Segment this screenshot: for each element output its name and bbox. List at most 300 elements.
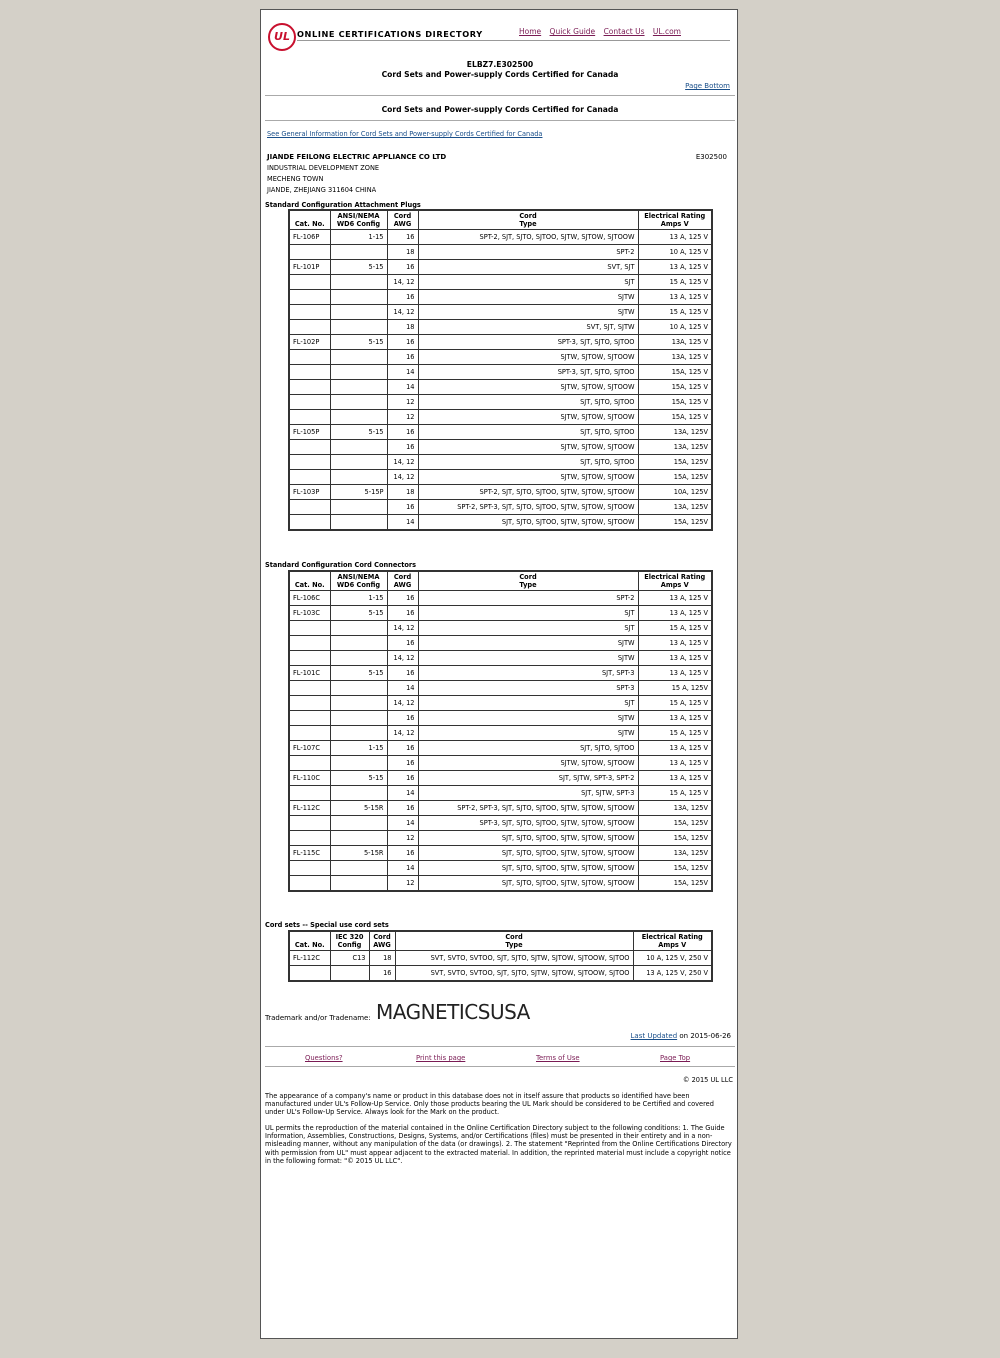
cell-cat-no <box>289 966 330 982</box>
cell-cord-type: SJT <box>418 696 638 711</box>
cell-config <box>330 305 387 320</box>
table-row <box>289 440 712 455</box>
table-header-row <box>289 571 712 591</box>
cell-rating: 10 A, 125 V <box>638 245 712 260</box>
col-header-awg: Cord AWG <box>369 931 395 951</box>
table-row <box>289 966 712 982</box>
table-row <box>289 380 712 395</box>
cell-rating: 10A, 125V <box>638 485 712 500</box>
table-row <box>289 651 712 666</box>
cell-cord-type: SJTW <box>418 726 638 741</box>
cell-cat-no <box>289 816 330 831</box>
cell-config <box>330 876 387 892</box>
cell-awg: 14, 12 <box>387 470 418 485</box>
cell-cat-no <box>289 876 330 892</box>
cell-rating: 13A, 125 V <box>638 350 712 365</box>
disclaimer-paragraph: The appearance of a company's name or product in this database does not in itself assure that products so identified have been manufactured under UL's Follow-Up Service. Only those products bearing the UL Mark should be considered to be Certified and covered under UL's Follow-Up Service. Always look for the Mark on the product. <box>265 1092 714 1117</box>
cell-config <box>330 711 387 726</box>
col-header-config: ANSI/NEMA WD6 Config <box>330 571 387 591</box>
table-row <box>289 711 712 726</box>
cell-cat-no: FL-103P <box>289 485 330 500</box>
cell-awg: 14, 12 <box>387 305 418 320</box>
company-address-line: JIANDE, ZHEJIANG 311604 CHINA <box>267 186 377 194</box>
cell-rating: 13 A, 125 V <box>638 230 712 245</box>
col-header-cat: Cat. No. <box>289 931 330 951</box>
cell-config: 5-15 <box>330 335 387 350</box>
reproduction-paragraph: UL permits the reproduction of the material contained in the Online Certification Directory subject to the following conditions: 1. The Guide Information, Assemblies, Constructions, Designs, Systems, and/or Certifications (files) must be presented in their entirety and in a non-misleading manner, without any manipulation of the data (or drawings). 2. The statement "Reprinted from the Online Certifications Directory with permission from UL" must appear adjacent to the extracted material. In addition, the reprinted material must include a copyright notice in the following format: "© 2015 UL LLC". <box>265 1124 732 1165</box>
cell-cat-no: FL-105P <box>289 425 330 440</box>
cell-config <box>330 681 387 696</box>
cell-cord-type: SJTW, SJTOW, SJTOOW <box>418 440 638 455</box>
cell-config <box>330 636 387 651</box>
table-row <box>289 771 712 786</box>
cell-cat-no <box>289 305 330 320</box>
table-row <box>289 290 712 305</box>
cell-config <box>330 831 387 846</box>
col-header-rating: Electrical Rating Amps V <box>638 571 712 591</box>
cell-cat-no <box>289 470 330 485</box>
cell-cat-no <box>289 786 330 801</box>
cell-cord-type: SPT-2 <box>418 591 638 606</box>
cell-config <box>330 756 387 771</box>
col-header-type: Cord Type <box>418 571 638 591</box>
cell-rating: 15A, 125V <box>638 455 712 470</box>
cell-config <box>330 515 387 531</box>
table-row <box>289 726 712 741</box>
cell-cat-no <box>289 320 330 335</box>
table-row <box>289 636 712 651</box>
cell-cord-type: SJTW <box>418 711 638 726</box>
table-header-row <box>289 931 712 951</box>
company-name: JIANDE FEILONG ELECTRIC APPLIANCE CO LTD <box>267 153 447 161</box>
cell-cord-type: SJT, SPT-3 <box>418 666 638 681</box>
cell-rating: 15 A, 125 V <box>638 726 712 741</box>
col-header-cat: Cat. No. <box>289 571 330 591</box>
questions-link[interactable]: Questions? <box>305 1054 343 1062</box>
cell-cord-type: SJTW <box>418 290 638 305</box>
table-row <box>289 666 712 681</box>
cell-cat-no <box>289 696 330 711</box>
cell-cat-no: FL-106P <box>289 230 330 245</box>
cell-cord-type: SJT <box>418 621 638 636</box>
cell-awg: 14 <box>387 365 418 380</box>
cell-cord-type: SJT <box>418 606 638 621</box>
cell-awg: 16 <box>369 966 395 982</box>
cell-cat-no <box>289 515 330 531</box>
header-divider <box>297 40 730 41</box>
cell-rating: 15 A, 125 V <box>638 696 712 711</box>
cell-cat-no <box>289 380 330 395</box>
cell-rating: 15A, 125V <box>638 515 712 531</box>
table-row <box>289 681 712 696</box>
cell-cat-no: FL-101C <box>289 666 330 681</box>
cell-awg: 14 <box>387 380 418 395</box>
cell-cat-no: FL-112C <box>289 801 330 816</box>
divider <box>265 120 735 121</box>
col-header-config: ANSI/NEMA WD6 Config <box>330 210 387 230</box>
cell-config: 5-15 <box>330 666 387 681</box>
cell-config <box>330 696 387 711</box>
cell-awg: 16 <box>387 711 418 726</box>
cell-rating: 15A, 125V <box>638 470 712 485</box>
divider <box>265 95 735 96</box>
table-row <box>289 756 712 771</box>
cell-cat-no: FL-103C <box>289 606 330 621</box>
cell-awg: 16 <box>387 741 418 756</box>
cell-awg: 14, 12 <box>387 651 418 666</box>
table-row <box>289 275 712 290</box>
cell-cat-no <box>289 350 330 365</box>
table-row <box>289 365 712 380</box>
col-header-cat: Cat. No. <box>289 210 330 230</box>
cell-rating: 15 A, 125 V <box>638 621 712 636</box>
cell-awg: 14, 12 <box>387 275 418 290</box>
nav-ul-com-link[interactable]: UL.com <box>652 27 681 36</box>
page-bottom-link[interactable]: Page Bottom <box>685 82 730 90</box>
cell-cord-type: SJT, SJTO, SJTOO <box>418 455 638 470</box>
cell-config <box>330 290 387 305</box>
cell-awg: 16 <box>387 440 418 455</box>
cell-awg: 16 <box>387 425 418 440</box>
table-row <box>289 305 712 320</box>
cell-awg: 18 <box>387 320 418 335</box>
nav-contact-us-link[interactable]: Contact Us <box>603 27 645 36</box>
cell-config: 5-15P <box>330 485 387 500</box>
cell-cord-type: SJTW <box>418 651 638 666</box>
company-address-line: INDUSTRIAL DEVELOPMENT ZONE <box>267 164 380 172</box>
cell-config <box>330 365 387 380</box>
cell-cord-type: SVT, SJT, SJTW <box>418 320 638 335</box>
cell-awg: 16 <box>387 636 418 651</box>
cell-cord-type: SJTW, SJTOW, SJTOOW <box>418 380 638 395</box>
cell-awg: 14 <box>387 816 418 831</box>
cell-rating: 13 A, 125 V <box>638 756 712 771</box>
table-row <box>289 500 712 515</box>
cell-rating: 15A, 125V <box>638 861 712 876</box>
cell-rating: 13 A, 125 V <box>638 606 712 621</box>
table-row <box>289 350 712 365</box>
cell-rating: 13 A, 125 V <box>638 711 712 726</box>
cell-config: 1-15 <box>330 741 387 756</box>
cell-config <box>330 621 387 636</box>
table-row <box>289 831 712 846</box>
cell-cord-type: SJT, SJTO, SJTOO, SJTW, SJTOW, SJTOOW <box>418 861 638 876</box>
cell-rating: 13A, 125V <box>638 801 712 816</box>
cell-config <box>330 440 387 455</box>
cell-config: 5-15R <box>330 846 387 861</box>
cell-cord-type: SVT, SVTO, SVTOO, SJT, SJTO, SJTW, SJTOW, SJTOOW, SJTOO <box>395 966 633 982</box>
col-header-rating: Electrical Rating Amps V <box>638 210 712 230</box>
cell-awg: 18 <box>387 485 418 500</box>
table-row <box>289 455 712 470</box>
terms-of-use-link[interactable]: Terms of Use <box>536 1054 580 1062</box>
col-header-type: Cord Type <box>395 931 633 951</box>
cell-rating: 15A, 125 V <box>638 395 712 410</box>
cell-rating: 15 A, 125 V <box>638 786 712 801</box>
cell-config: 1-15 <box>330 591 387 606</box>
cell-awg: 12 <box>387 410 418 425</box>
table-title: Standard Configuration Attachment Plugs <box>265 201 421 209</box>
cell-rating: 13 A, 125 V <box>638 260 712 275</box>
table-row <box>289 741 712 756</box>
cell-rating: 13 A, 125 V <box>638 741 712 756</box>
table-title: Cord sets -- Special use cord sets <box>265 921 389 929</box>
section-title: Cord Sets and Power-supply Cords Certified for Canada <box>381 105 619 114</box>
cell-cat-no <box>289 651 330 666</box>
cell-cat-no <box>289 726 330 741</box>
cell-awg: 14 <box>387 861 418 876</box>
table-row <box>289 515 712 531</box>
cell-config: 5-15 <box>330 606 387 621</box>
cell-config <box>330 455 387 470</box>
cell-cord-type: SPT-2, SPT-3, SJT, SJTO, SJTOO, SJTW, SJTOW, SJTOOW <box>418 500 638 515</box>
cell-config: 1-15 <box>330 230 387 245</box>
cell-config <box>330 410 387 425</box>
cell-cord-type: SPT-2 <box>418 245 638 260</box>
cell-cord-type: SPT-2, SJT, SJTO, SJTOO, SJTW, SJTOW, SJTOOW <box>418 230 638 245</box>
cell-rating: 13A, 125V <box>638 500 712 515</box>
table-row <box>289 320 712 335</box>
table-row <box>289 410 712 425</box>
col-header-type: Cord Type <box>418 210 638 230</box>
cell-cat-no <box>289 831 330 846</box>
cell-cord-type: SJT, SJTO, SJTOO, SJTW, SJTOW, SJTOOW <box>418 831 638 846</box>
cell-cord-type: SJTW, SJTOW, SJTOOW <box>418 470 638 485</box>
divider <box>265 1046 735 1047</box>
cell-awg: 16 <box>387 591 418 606</box>
table-row <box>289 245 712 260</box>
nav-home-link[interactable]: Home <box>519 27 542 36</box>
special-use-cord-sets-table <box>288 930 713 982</box>
cell-config <box>330 470 387 485</box>
cell-awg: 12 <box>387 876 418 892</box>
table-row <box>289 801 712 816</box>
cell-rating: 13 A, 125 V <box>638 651 712 666</box>
cell-cord-type: SJT, SJTW, SPT-3, SPT-2 <box>418 771 638 786</box>
cell-config: 5-15 <box>330 771 387 786</box>
cell-awg: 16 <box>387 756 418 771</box>
cell-cord-type: SJT, SJTO, SJTOO <box>418 741 638 756</box>
cell-rating: 15A, 125V <box>638 876 712 892</box>
copyright: © 2015 UL LLC <box>682 1076 733 1084</box>
cell-cat-no <box>289 455 330 470</box>
header <box>268 23 730 53</box>
cell-cat-no: FL-101P <box>289 260 330 275</box>
divider <box>265 1066 735 1067</box>
cell-rating: 15A, 125 V <box>638 365 712 380</box>
cell-awg: 14 <box>387 515 418 531</box>
table-row <box>289 786 712 801</box>
table-row <box>289 876 712 892</box>
cell-config <box>330 320 387 335</box>
table-row <box>289 260 712 275</box>
cell-cat-no <box>289 711 330 726</box>
cell-cord-type: SPT-2, SJT, SJTO, SJTOO, SJTW, SJTOW, SJTOOW <box>418 485 638 500</box>
cell-awg: 18 <box>387 245 418 260</box>
directory-title: ONLINE CERTIFICATIONS DIRECTORY <box>297 29 483 39</box>
cell-awg: 16 <box>387 290 418 305</box>
last-updated-link[interactable]: Last Updated <box>630 1032 678 1040</box>
col-header-awg: Cord AWG <box>387 210 418 230</box>
cell-config: 5-15 <box>330 425 387 440</box>
cell-rating: 15A, 125 V <box>638 410 712 425</box>
cell-cat-no <box>289 365 330 380</box>
table-row <box>289 846 712 861</box>
cell-rating: 15A, 125V <box>638 831 712 846</box>
file-number: E302500 <box>695 153 727 161</box>
last-updated-date: on 2015-06-26 <box>679 1032 731 1040</box>
cell-cat-no: FL-106C <box>289 591 330 606</box>
cell-cord-type: SPT-3, SJT, SJTO, SJTOO <box>418 335 638 350</box>
cell-config <box>330 380 387 395</box>
document-page <box>260 9 738 1339</box>
cell-cord-type: SJT, SJTO, SJTOO, SJTW, SJTOW, SJTOOW <box>418 846 638 861</box>
cell-awg: 16 <box>387 350 418 365</box>
table-row <box>289 951 712 966</box>
top-nav <box>519 27 687 36</box>
brand-logo: MAGNETICSUSA <box>376 1000 530 1024</box>
cord-connectors-table <box>288 570 713 892</box>
cell-cat-no: FL-110C <box>289 771 330 786</box>
table-row <box>289 395 712 410</box>
page-title: Cord Sets and Power-supply Cords Certified for Canada <box>381 70 619 79</box>
guide-code: ELBZ7.E302500 <box>466 60 534 69</box>
cell-awg: 14 <box>387 786 418 801</box>
attachment-plugs-table <box>288 209 713 531</box>
cell-awg: 16 <box>387 846 418 861</box>
cell-awg: 16 <box>387 335 418 350</box>
cell-config: 5-15 <box>330 260 387 275</box>
cell-awg: 14, 12 <box>387 455 418 470</box>
company-block <box>267 152 446 196</box>
cell-awg: 14 <box>387 681 418 696</box>
cell-cat-no: FL-112C <box>289 951 330 966</box>
cell-config: 5-15R <box>330 801 387 816</box>
cell-awg: 16 <box>387 230 418 245</box>
cell-cat-no: FL-115C <box>289 846 330 861</box>
cell-config <box>330 651 387 666</box>
table-row <box>289 861 712 876</box>
table-row <box>289 606 712 621</box>
table-row <box>289 621 712 636</box>
cell-cord-type: SPT-3 <box>418 681 638 696</box>
col-header-rating: Electrical Rating Amps V <box>633 931 712 951</box>
cell-cord-type: SPT-2, SPT-3, SJT, SJTO, SJTOO, SJTW, SJTOW, SJTOOW <box>418 801 638 816</box>
cell-rating: 13A, 125V <box>638 440 712 455</box>
cell-config <box>330 786 387 801</box>
cell-config <box>330 245 387 260</box>
trademark-label: Trademark and/or Tradename: <box>265 1014 371 1022</box>
cell-rating: 13A, 125V <box>638 846 712 861</box>
cell-cat-no <box>289 681 330 696</box>
cell-awg: 14, 12 <box>387 696 418 711</box>
table-title: Standard Configuration Cord Connectors <box>265 561 417 569</box>
cell-cat-no <box>289 636 330 651</box>
cell-cat-no <box>289 395 330 410</box>
cell-config <box>330 500 387 515</box>
cell-awg: 14, 12 <box>387 621 418 636</box>
cell-awg: 16 <box>387 500 418 515</box>
cell-cord-type: SJT <box>418 275 638 290</box>
cell-rating: 15 A, 125 V <box>638 305 712 320</box>
cell-cat-no <box>289 756 330 771</box>
cell-rating: 15A, 125 V <box>638 380 712 395</box>
cell-config: C13 <box>330 951 369 966</box>
cell-cord-type: SJT, SJTO, SJTOO <box>418 395 638 410</box>
nav-quick-guide-link[interactable]: Quick Guide <box>549 27 596 36</box>
table-header-row <box>289 210 712 230</box>
cell-cord-type: SJT, SJTW, SPT-3 <box>418 786 638 801</box>
cell-config <box>330 275 387 290</box>
cell-rating: 13A, 125V <box>638 425 712 440</box>
cell-config <box>330 816 387 831</box>
col-header-awg: Cord AWG <box>387 571 418 591</box>
cell-cat-no <box>289 500 330 515</box>
cell-cat-no <box>289 275 330 290</box>
cell-rating: 13 A, 125 V <box>638 771 712 786</box>
cell-awg: 12 <box>387 395 418 410</box>
general-info-link[interactable]: See General Information for Cord Sets and Power-supply Cords Certified for Canada <box>267 130 543 138</box>
cell-cat-no <box>289 245 330 260</box>
cell-cord-type: SPT-3, SJT, SJTO, SJTOO <box>418 365 638 380</box>
last-updated <box>631 1032 731 1040</box>
table-row <box>289 816 712 831</box>
ul-logo[interactable]: UL <box>268 23 296 51</box>
cell-config <box>330 350 387 365</box>
cell-rating: 13 A, 125 V <box>638 666 712 681</box>
cell-awg: 12 <box>387 831 418 846</box>
cell-config <box>330 395 387 410</box>
print-page-link[interactable]: Print this page <box>416 1054 466 1062</box>
cell-cord-type: SJTW, SJTOW, SJTOOW <box>418 756 638 771</box>
cell-rating: 13 A, 125 V <box>638 636 712 651</box>
cell-awg: 16 <box>387 260 418 275</box>
table-row <box>289 591 712 606</box>
cell-rating: 13 A, 125 V <box>638 290 712 305</box>
cell-cord-type: SJT, SJTO, SJTOO, SJTW, SJTOW, SJTOOW <box>418 876 638 892</box>
table-row <box>289 470 712 485</box>
table-row <box>289 335 712 350</box>
table-row <box>289 230 712 245</box>
cell-cord-type: SJTW <box>418 305 638 320</box>
cell-cord-type: SJT, SJTO, SJTOO <box>418 425 638 440</box>
cell-rating: 10 A, 125 V, 250 V <box>633 951 712 966</box>
cell-cord-type: SPT-3, SJT, SJTO, SJTOO, SJTW, SJTOW, SJTOOW <box>418 816 638 831</box>
cell-rating: 15A, 125V <box>638 816 712 831</box>
cell-cat-no <box>289 290 330 305</box>
company-address-line: MECHENG TOWN <box>267 175 324 183</box>
cell-cord-type: SVT, SJT <box>418 260 638 275</box>
cell-cord-type: SJTW <box>418 636 638 651</box>
cell-config <box>330 861 387 876</box>
table-row <box>289 485 712 500</box>
cell-cat-no <box>289 621 330 636</box>
cell-config <box>330 966 369 982</box>
cell-rating: 13 A, 125 V <box>638 591 712 606</box>
cell-awg: 18 <box>369 951 395 966</box>
cell-awg: 16 <box>387 606 418 621</box>
cell-cat-no <box>289 861 330 876</box>
cell-awg: 16 <box>387 666 418 681</box>
cell-awg: 14, 12 <box>387 726 418 741</box>
cell-awg: 16 <box>387 801 418 816</box>
cell-cat-no <box>289 410 330 425</box>
cell-cat-no: FL-102P <box>289 335 330 350</box>
cell-cat-no <box>289 440 330 455</box>
page-top-link[interactable]: Page Top <box>660 1054 691 1062</box>
table-row <box>289 425 712 440</box>
cell-rating: 13 A, 125 V, 250 V <box>633 966 712 982</box>
